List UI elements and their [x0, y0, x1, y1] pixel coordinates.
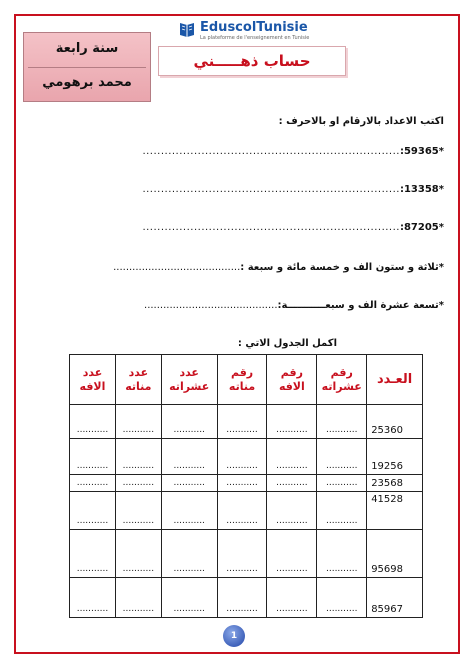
table-cell[interactable]: ........... [70, 439, 116, 475]
table-cell[interactable]: ........... [267, 530, 317, 578]
answer-blank[interactable]: ...................................................................... [142, 146, 400, 157]
table-cell[interactable]: ........... [161, 475, 217, 492]
table-cell[interactable]: ........... [217, 475, 267, 492]
logo-tagline: La plateforme de l'enseignement en Tunisie [200, 35, 310, 41]
item-label: *تسعة عشرة الف و سبعـــــــــــة: [277, 300, 444, 311]
exercise1-item [142, 222, 444, 233]
table-row [70, 578, 423, 618]
table-cell[interactable]: ........... [115, 530, 161, 578]
table-cell[interactable]: ........... [267, 475, 317, 492]
exercise1-item [113, 262, 444, 273]
table-cell[interactable]: ........... [317, 405, 367, 439]
table-header: عدد الافه [70, 355, 116, 405]
exercise2-caption: اكمل الجدول الاتي : [237, 338, 337, 349]
table-cell[interactable]: ........... [115, 578, 161, 618]
number-table [69, 354, 423, 618]
table-cell[interactable]: ........... [70, 578, 116, 618]
table-cell[interactable]: ........... [161, 530, 217, 578]
answer-blank[interactable]: ........................................ [113, 262, 241, 273]
table-cell[interactable]: ........... [217, 405, 267, 439]
table-header: العـدد [367, 355, 423, 405]
table-number: 19256 [367, 439, 423, 475]
table-header: عدد عشراته [161, 355, 217, 405]
table-number: 85967 [367, 578, 423, 618]
table-header: رقم عشراته [317, 355, 367, 405]
table-cell[interactable]: ........... [267, 492, 317, 530]
grade-label: سنة رابعة [55, 41, 119, 56]
exercise1-item [142, 184, 444, 195]
table-number: 23568 [367, 475, 423, 492]
table-number: 41528 [367, 492, 423, 530]
author-box [23, 32, 151, 102]
table-cell[interactable]: ........... [70, 530, 116, 578]
exercise1-item [144, 300, 444, 311]
item-label: *ثلاثة و ستون الف و خمسة مائة و سبعة : [240, 262, 444, 273]
table-header: عدد مناته [115, 355, 161, 405]
table-row [70, 492, 423, 530]
author-box-divider [28, 67, 146, 68]
table-header: رقم الافه [267, 355, 317, 405]
answer-blank[interactable]: ...................................................................... [142, 222, 400, 233]
table-row [70, 405, 423, 439]
table-cell[interactable]: ........... [115, 475, 161, 492]
table-cell[interactable]: ........... [70, 475, 116, 492]
worksheet-title-box [158, 46, 346, 76]
table-number: 95698 [367, 530, 423, 578]
book-logo-icon [178, 20, 196, 38]
table-cell[interactable]: ........... [267, 439, 317, 475]
table-cell[interactable]: ........... [217, 578, 267, 618]
table-cell[interactable]: ........... [217, 439, 267, 475]
table-cell[interactable]: ........... [161, 405, 217, 439]
site-logo [178, 18, 348, 44]
table-cell[interactable]: ........... [317, 439, 367, 475]
exercise1-item [142, 146, 444, 157]
answer-blank[interactable]: ...................................................................... [142, 184, 400, 195]
table-cell[interactable]: ........... [161, 439, 217, 475]
table-cell[interactable]: ........... [217, 492, 267, 530]
table-cell[interactable]: ........... [115, 492, 161, 530]
table-cell[interactable]: ........... [317, 578, 367, 618]
item-label: *59365: [399, 146, 444, 157]
table-cell[interactable]: ........... [161, 492, 217, 530]
table-cell[interactable]: ........... [161, 578, 217, 618]
table-header: رقم مناته [217, 355, 267, 405]
item-label: *87205: [399, 222, 444, 233]
table-cell[interactable]: ........... [317, 530, 367, 578]
table-row [70, 475, 423, 492]
table-cell[interactable]: ........... [115, 439, 161, 475]
table-row [70, 439, 423, 475]
table-cell[interactable]: ........... [317, 492, 367, 530]
author-name: محمد برهومي [42, 75, 132, 90]
answer-blank[interactable]: .......................................... [144, 300, 278, 311]
page-number-badge: 1 [223, 625, 245, 647]
table-cell[interactable]: ........... [70, 405, 116, 439]
exercise1-instruction: اكتب الاعداد بالارقام او بالاحرف : [278, 116, 444, 127]
table-row [70, 530, 423, 578]
table-cell[interactable]: ........... [267, 405, 317, 439]
table-cell[interactable]: ........... [317, 475, 367, 492]
table-cell[interactable]: ........... [267, 578, 317, 618]
item-label: *13358: [399, 184, 444, 195]
table-cell[interactable]: ........... [217, 530, 267, 578]
worksheet-title: حساب ذهـــــني [193, 52, 311, 70]
table-number: 25360 [367, 405, 423, 439]
table-cell[interactable]: ........... [70, 492, 116, 530]
table-header-row [70, 355, 423, 405]
logo-text: EduscolTunisie [200, 20, 308, 35]
table-cell[interactable]: ........... [115, 405, 161, 439]
